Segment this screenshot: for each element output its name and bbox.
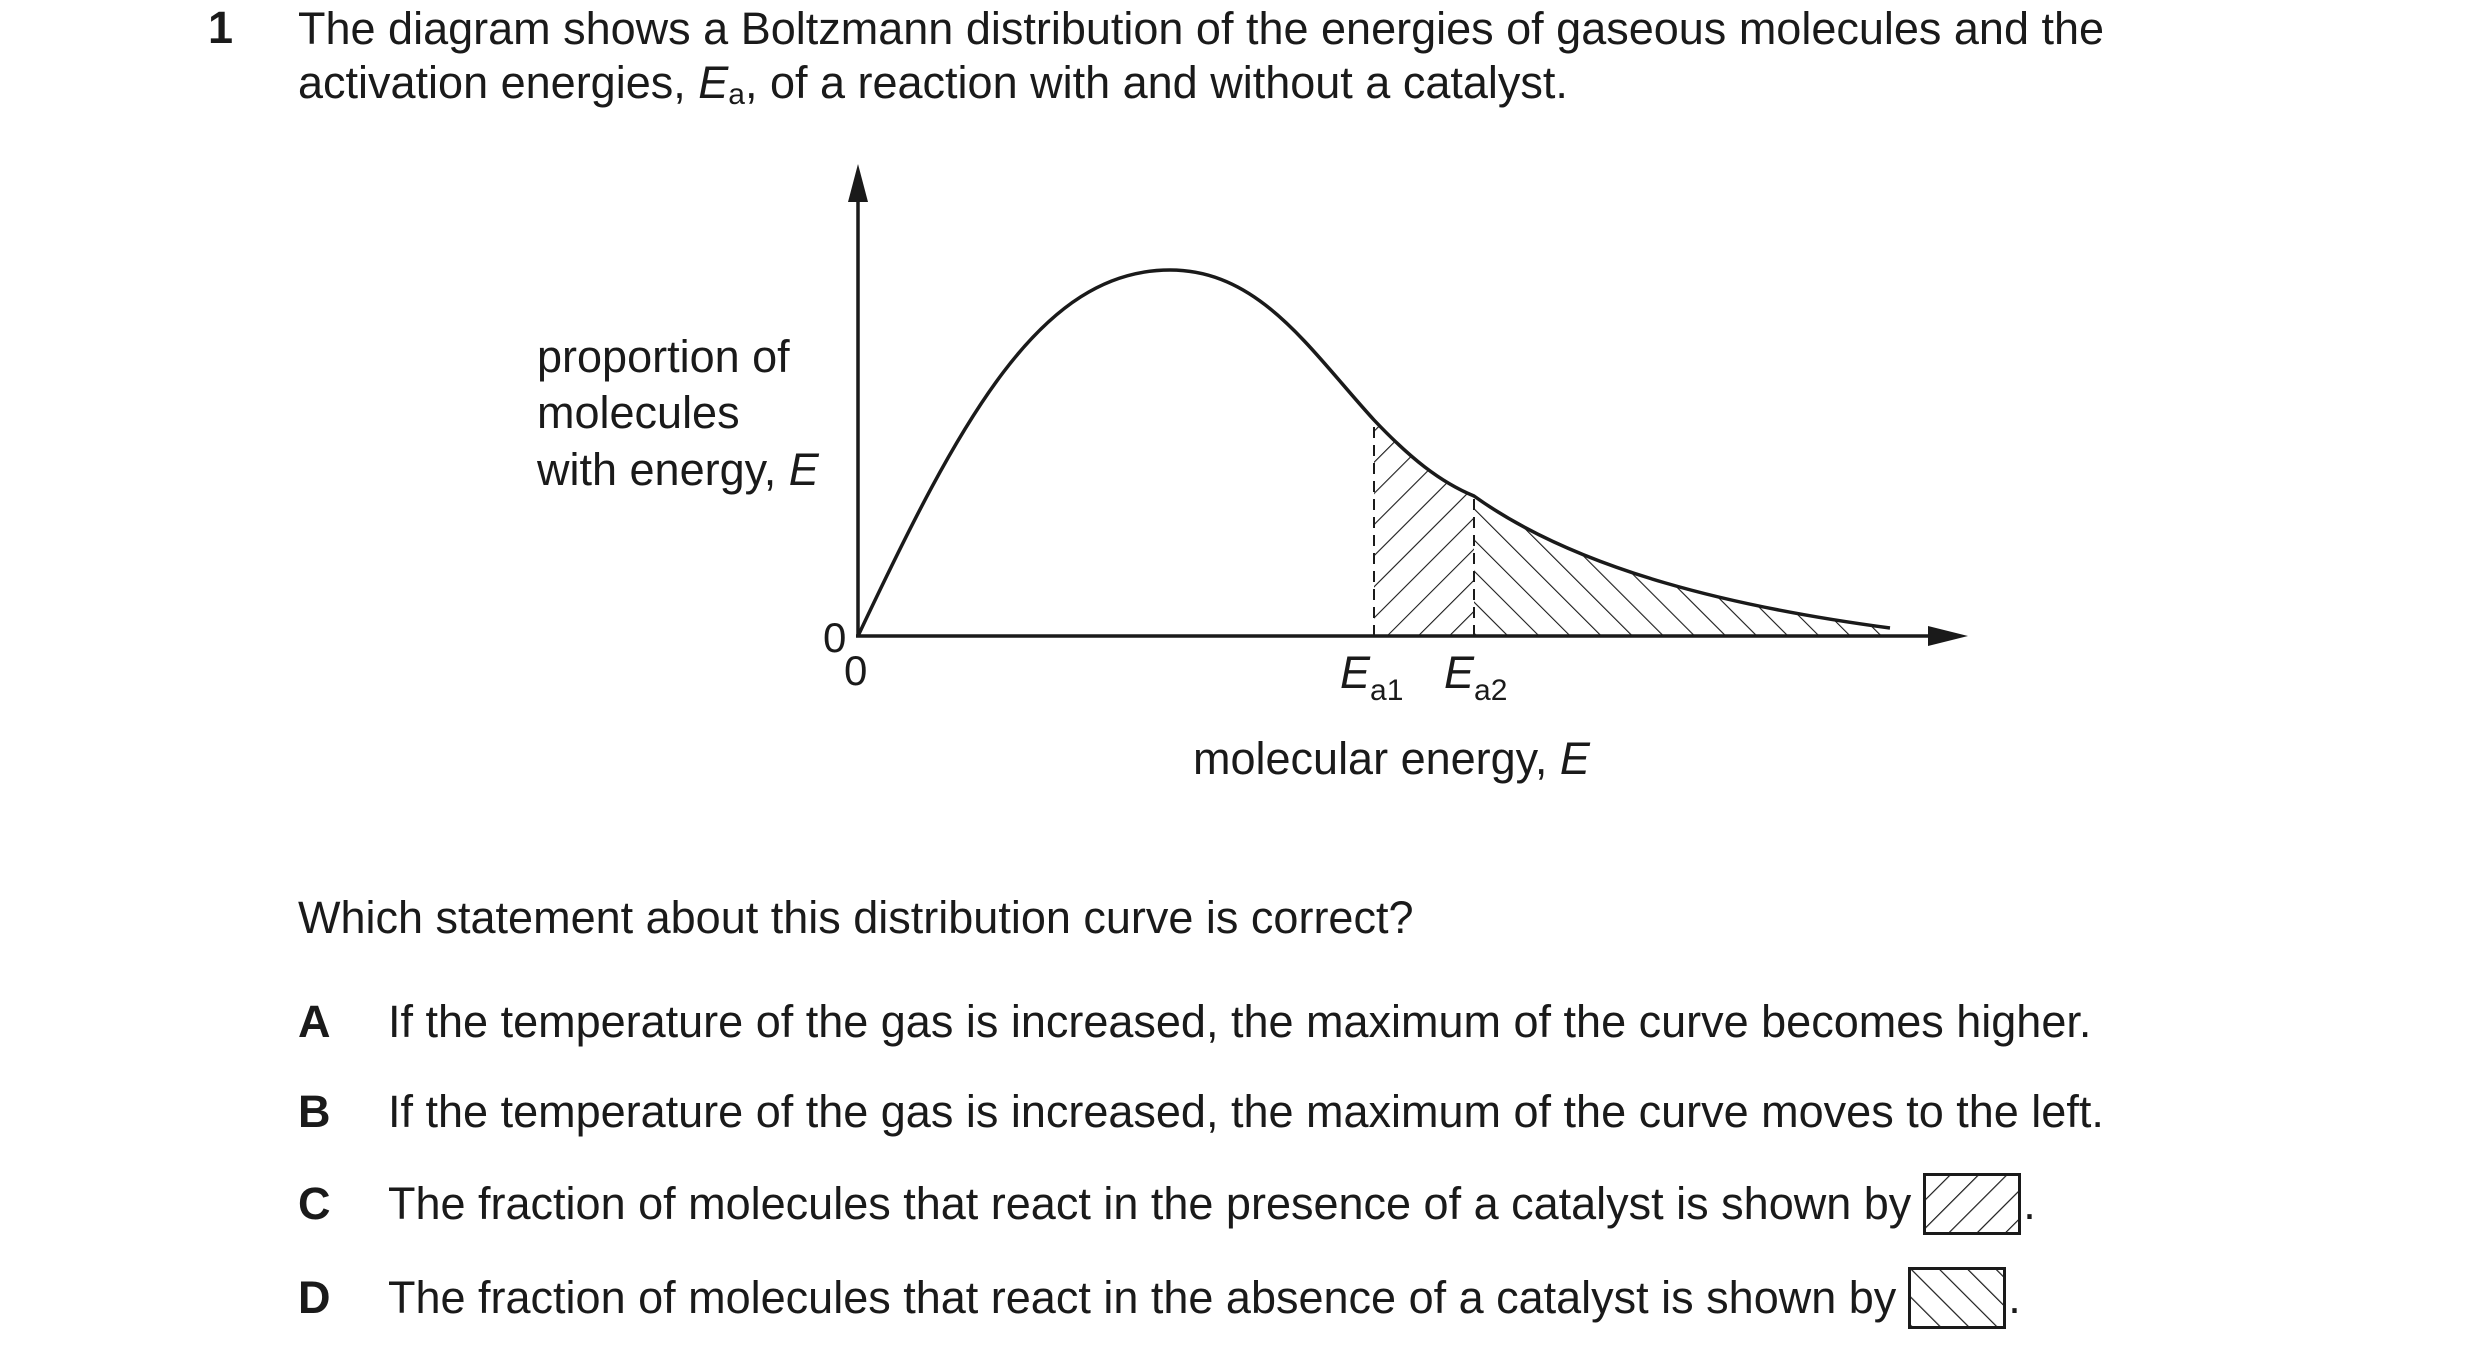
option-d-letter: D bbox=[298, 1272, 331, 1323]
option-a[interactable] bbox=[298, 992, 2091, 1052]
stem-line-1: The diagram shows a Boltzmann distribution of the energies of gaseous molecules and the bbox=[298, 3, 2105, 54]
option-a-letter: A bbox=[298, 996, 331, 1047]
option-b[interactable] bbox=[298, 1082, 2104, 1142]
option-b-letter: B bbox=[298, 1086, 331, 1137]
option-a-text: If the temperature of the gas is increased, the maximum of the curve becomes higher. bbox=[388, 996, 2092, 1047]
stem-line-2: activation energies, $E_a$, of a reaction with and without a catalyst. bbox=[298, 57, 1568, 111]
option-d-period: . bbox=[2008, 1272, 2021, 1323]
origin-y-zero: 0 bbox=[823, 614, 847, 661]
origin-x-zero: 0 bbox=[844, 647, 868, 694]
y-axis-label-line-3: with energy, E bbox=[537, 444, 819, 495]
question-number: 1 bbox=[208, 2, 234, 53]
catalyst-hatched-region bbox=[1370, 400, 1480, 640]
y-axis-arrow-icon bbox=[848, 164, 868, 202]
option-c[interactable] bbox=[298, 1174, 2036, 1234]
back-hatch-box-icon bbox=[1908, 1267, 2006, 1329]
option-d-text: The fraction of molecules that react in the absence of a catalyst is shown by bbox=[388, 1272, 1897, 1323]
forward-hatch-box-icon bbox=[1923, 1173, 2021, 1235]
x-axis-arrow-icon bbox=[1928, 626, 1968, 646]
option-b-text: If the temperature of the gas is increased, the maximum of the curve moves to the left. bbox=[388, 1086, 2104, 1137]
ea1-label: $E_{a1}$ bbox=[1340, 647, 1404, 707]
y-axis-label-line-1: proportion of bbox=[537, 331, 790, 382]
option-d[interactable] bbox=[298, 1268, 2021, 1328]
y-axis-label-line-2: molecules bbox=[537, 387, 740, 438]
question-prompt: Which statement about this distribution curve is correct? bbox=[298, 892, 1414, 943]
option-c-letter: C bbox=[298, 1178, 331, 1229]
ea2-label: $E_{a2}$ bbox=[1444, 647, 1508, 707]
option-c-period: . bbox=[2023, 1178, 2036, 1229]
uncatalysed-hatched-region bbox=[1470, 480, 1910, 640]
x-axis-label: molecular energy, E bbox=[1193, 733, 1590, 784]
option-c-text: The fraction of molecules that react in the presence of a catalyst is shown by bbox=[388, 1178, 1912, 1229]
